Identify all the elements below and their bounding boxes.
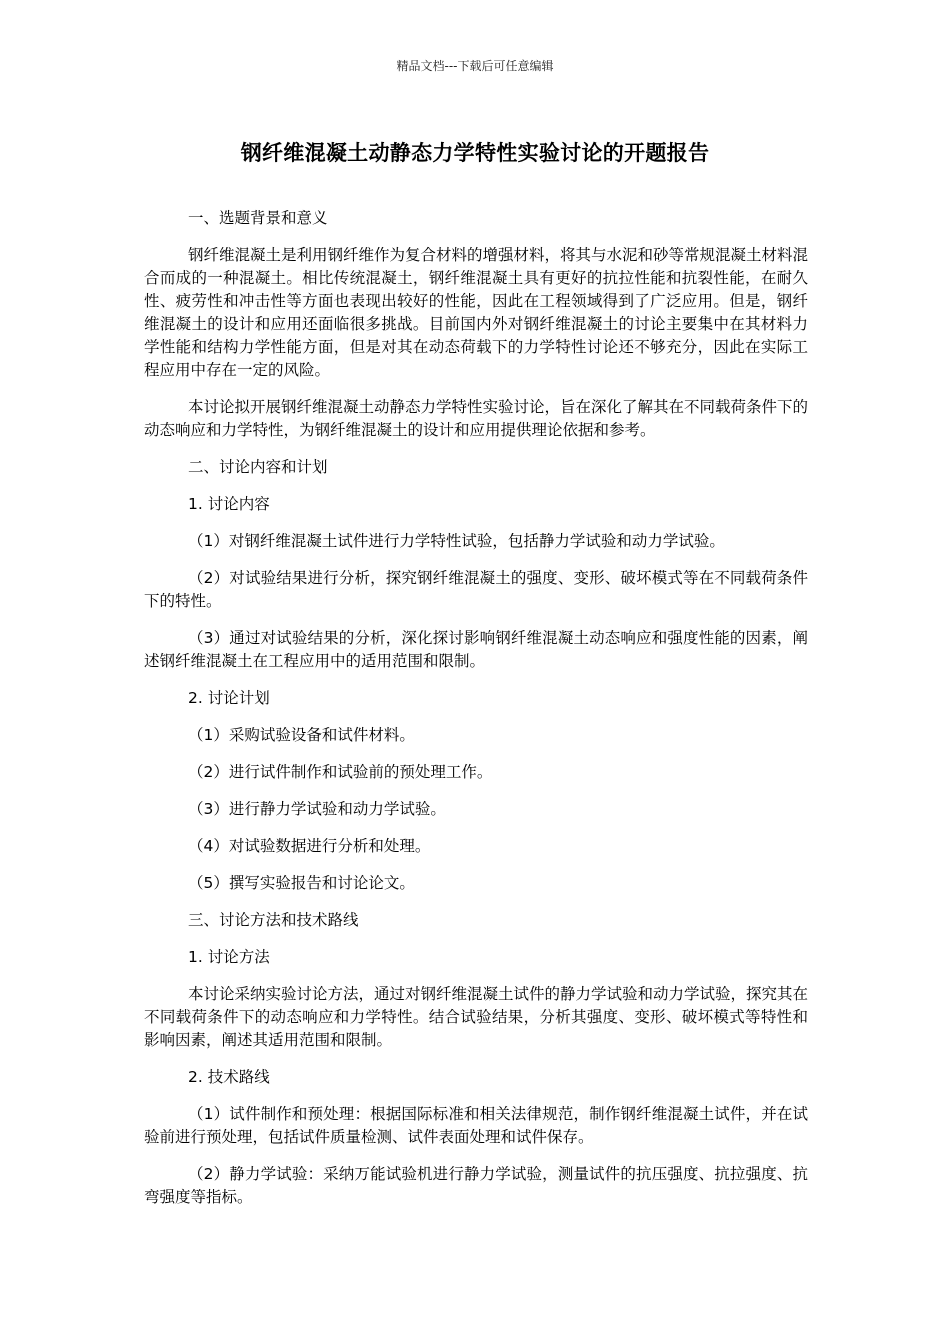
technical-route-item: （2）静力学试验：采纳万能试验机进行静力学试验，测量试件的抗压强度、抗拉强度、抗弯强度等指标。 bbox=[144, 1165, 808, 1206]
section-3-heading: 三、讨论方法和技术路线 bbox=[188, 911, 359, 929]
research-plan-item: （5）撰写实验报告和讨论论文。 bbox=[188, 874, 415, 892]
research-content-item: （1）对钢纤维混凝土试件进行力学特性试验，包括静力学试验和动力学试验。 bbox=[188, 532, 725, 550]
technical-route-item: （1）试件制作和预处理：根据国际标准和相关法律规范，制作钢纤维混凝土试件，并在试验前进行预处理，包括试件质量检测、试件表面处理和试件保存。 bbox=[144, 1105, 808, 1146]
document-title: 钢纤维混凝土动静态力学特性实验讨论的开题报告 bbox=[240, 141, 710, 165]
document-body bbox=[144, 207, 808, 1223]
research-content-item: （2）对试验结果进行分析，探究钢纤维混凝土的强度、变形、破坏模式等在不同载荷条件下的特性。 bbox=[144, 569, 808, 610]
section-2-sub-1-heading: 1. 讨论内容 bbox=[188, 495, 270, 513]
section-1-paragraph-2: 本讨论拟开展钢纤维混凝土动静态力学特性实验讨论，旨在深化了解其在不同载荷条件下的动态响应和力学特性，为钢纤维混凝土的设计和应用提供理论依据和参考。 bbox=[144, 398, 809, 439]
section-2-sub-2-heading: 2. 讨论计划 bbox=[188, 689, 270, 707]
research-content-item: （3）通过对试验结果的分析，深化探讨影响钢纤维混凝土动态响应和强度性能的因素，阐述钢纤维混凝土在工程应用中的适用范围和限制。 bbox=[144, 629, 808, 670]
section-3-sub-2-heading: 2. 技术路线 bbox=[188, 1068, 270, 1086]
section-1-heading: 一、选题背景和意义 bbox=[188, 209, 328, 227]
section-3-sub-1-heading: 1. 讨论方法 bbox=[188, 948, 270, 966]
research-plan-item: （2）进行试件制作和试验前的预处理工作。 bbox=[188, 763, 493, 781]
section-1-paragraph-1: 钢纤维混凝土是利用钢纤维作为复合材料的增强材料，将其与水泥和砂等常规混凝土材料混合而成的一种混凝土。相比传统混凝土，钢纤维混凝土具有更好的抗拉性能和抗裂性能，在耐久性、疲劳性和冲击性等方面也表现出较好的性能，因此在工程领域得到了广泛应用。但是，钢纤维混凝土的设计和应用还面临很多挑战。目前国内外对钢纤维混凝土的讨论主要集中在其材料力学性能和结构力学性能方面，但是对其在动态荷载下的力学特性讨论还不够充分，因此在实际工程应用中存在一定的风险。 bbox=[144, 246, 809, 379]
research-plan-item: （4）对试验数据进行分析和处理。 bbox=[188, 837, 431, 855]
research-plan-item: （3）进行静力学试验和动力学试验。 bbox=[188, 800, 446, 818]
section-2-heading: 二、讨论内容和计划 bbox=[188, 458, 328, 476]
research-plan-item: （1）采购试验设备和试件材料。 bbox=[188, 726, 415, 744]
header-note: 精品文档---下载后可任意编辑 bbox=[396, 59, 554, 73]
research-method-paragraph: 本讨论采纳实验讨论方法，通过对钢纤维混凝土试件的静力学试验和动力学试验，探究其在不同载荷条件下的动态响应和力学特性。结合试验结果，分析其强度、变形、破坏模式等特性和影响因素，阐述其适用范围和限制。 bbox=[144, 985, 809, 1049]
